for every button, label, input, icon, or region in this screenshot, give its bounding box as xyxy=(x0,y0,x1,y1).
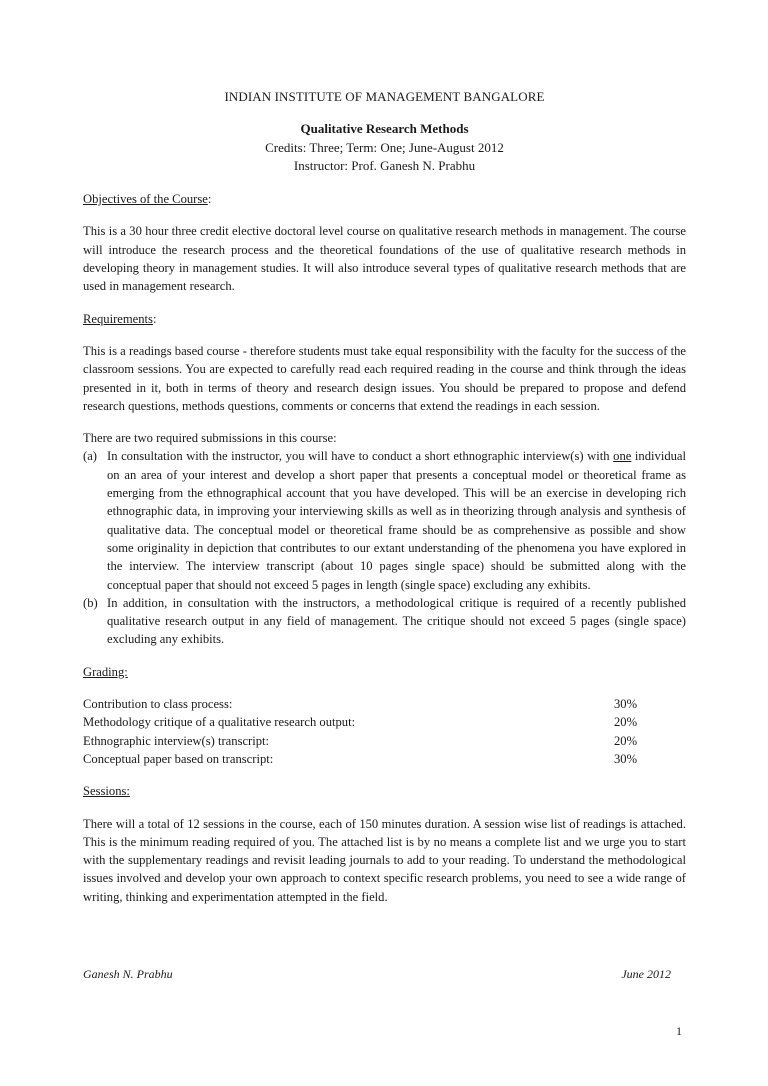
credits-line: Credits: Three; Term: One; June-August 2012 xyxy=(265,139,504,155)
grading-row xyxy=(83,695,644,713)
grading-item: Methodology critique of a qualitative research output: xyxy=(83,715,356,730)
list-label-b: (b) xyxy=(83,595,98,610)
institute-name: INDIAN INSTITUTE OF MANAGEMENT BANGALORE xyxy=(224,89,545,104)
course-title: Qualitative Research Methods xyxy=(300,121,469,137)
grading-item: Ethnographic interview(s) transcript: xyxy=(83,733,270,748)
grading-item: Conceptual paper based on transcript: xyxy=(83,751,274,766)
submission-b-text: In addition, in consultation with the instructors, a methodological critique is required of a recently published qualitative research output in any field of management. The critique should not exceed 5 pages (single space) excluding any exhibits. xyxy=(107,595,686,647)
list-label-a: (a) xyxy=(83,449,97,464)
grading-heading: Grading: xyxy=(83,664,128,679)
grading-row xyxy=(83,713,644,731)
submission-a-text-end: individual on an area of your interest and develop a short paper that presents a conceptual model or theoretical frame as emerging from the ethnographical account that you have developed. This will be an exercise in developing rich ethnographic data, in improving your interviewing skills as well as in theorizing through analysis and synthesis of qualitative data. The conceptual model or theoretical frame should be as comprehensive as possible and show some originality in depiction that contributes to our extant understanding of the phenomena you have explored in the interview. The interview transcript (about 10 pages single space) should be submitted along with the conceptual paper that should not exceed 5 pages in length (single space) excluding any exhibits. xyxy=(107,449,686,592)
grading-row xyxy=(83,750,644,768)
requirements-heading: Requirements xyxy=(83,311,153,326)
instructor-line: Instructor: Prof. Ganesh N. Prabhu xyxy=(293,157,476,173)
grading-weight: 30% xyxy=(614,751,638,766)
submission-a-emphasis: one xyxy=(613,449,632,464)
grading-weight: 20% xyxy=(614,733,638,748)
submission-item-a xyxy=(83,447,686,593)
submission-item-b xyxy=(83,594,686,649)
objectives-heading-colon: : xyxy=(207,192,212,207)
objectives-heading-row xyxy=(83,190,686,208)
sessions-heading: Sessions: xyxy=(83,784,130,799)
requirements-heading-colon: : xyxy=(152,311,157,326)
footer-author: Ganesh N. Prabhu xyxy=(83,967,173,981)
objectives-body: This is a 30 hour three credit elective doctoral level course on qualitative research methods in management. The course will introduce the research process and the theoretical foundations of the use of qualitative research methods in developing theory in management studies. It will also introduce several types of qualitative research methods that are used in management research. xyxy=(83,224,686,294)
document-body xyxy=(83,88,686,906)
requirements-body: This is a readings based course - therefore students must take equal responsibility with the faculty for the success of the classroom sessions. You are expected to carefully read each required reading in the course and think through the ideas presented in it, both in terms of theory and research design issues. You should be prepared to propose and defend research questions, methods questions, comments or concerns that extend the readings in each session. xyxy=(83,343,686,413)
objectives-heading: Objectives of the Course xyxy=(83,192,208,207)
grading-item: Contribution to class process: xyxy=(83,697,233,712)
page-number: 1 xyxy=(676,1024,682,1038)
footer-date: June 2012 xyxy=(621,967,671,981)
submission-a-text-start: In consultation with the instructor, you will have to conduct a short ethnographic interview(s) with xyxy=(107,449,614,464)
requirements-heading-row xyxy=(83,310,686,328)
grading-weight: 20% xyxy=(614,715,638,730)
page-footer xyxy=(83,965,671,983)
sessions-body: There will a total of 12 sessions in the course, each of 150 minutes duration. A session wise list of readings is attached. This is the minimum reading required of you. The attached list is by no means a complete list and we urge you to start with the supplementary readings and revisit leading journals to add to your reading. To understand the methodological issues involved and develop your own approach to context specific research problems, you need to see a wide range of writing, thinking and experimentation attempted in the field. xyxy=(83,816,686,904)
grading-row xyxy=(83,732,644,750)
submissions-intro: There are two required submissions in this course: xyxy=(83,431,337,446)
grading-weight: 30% xyxy=(614,697,638,712)
